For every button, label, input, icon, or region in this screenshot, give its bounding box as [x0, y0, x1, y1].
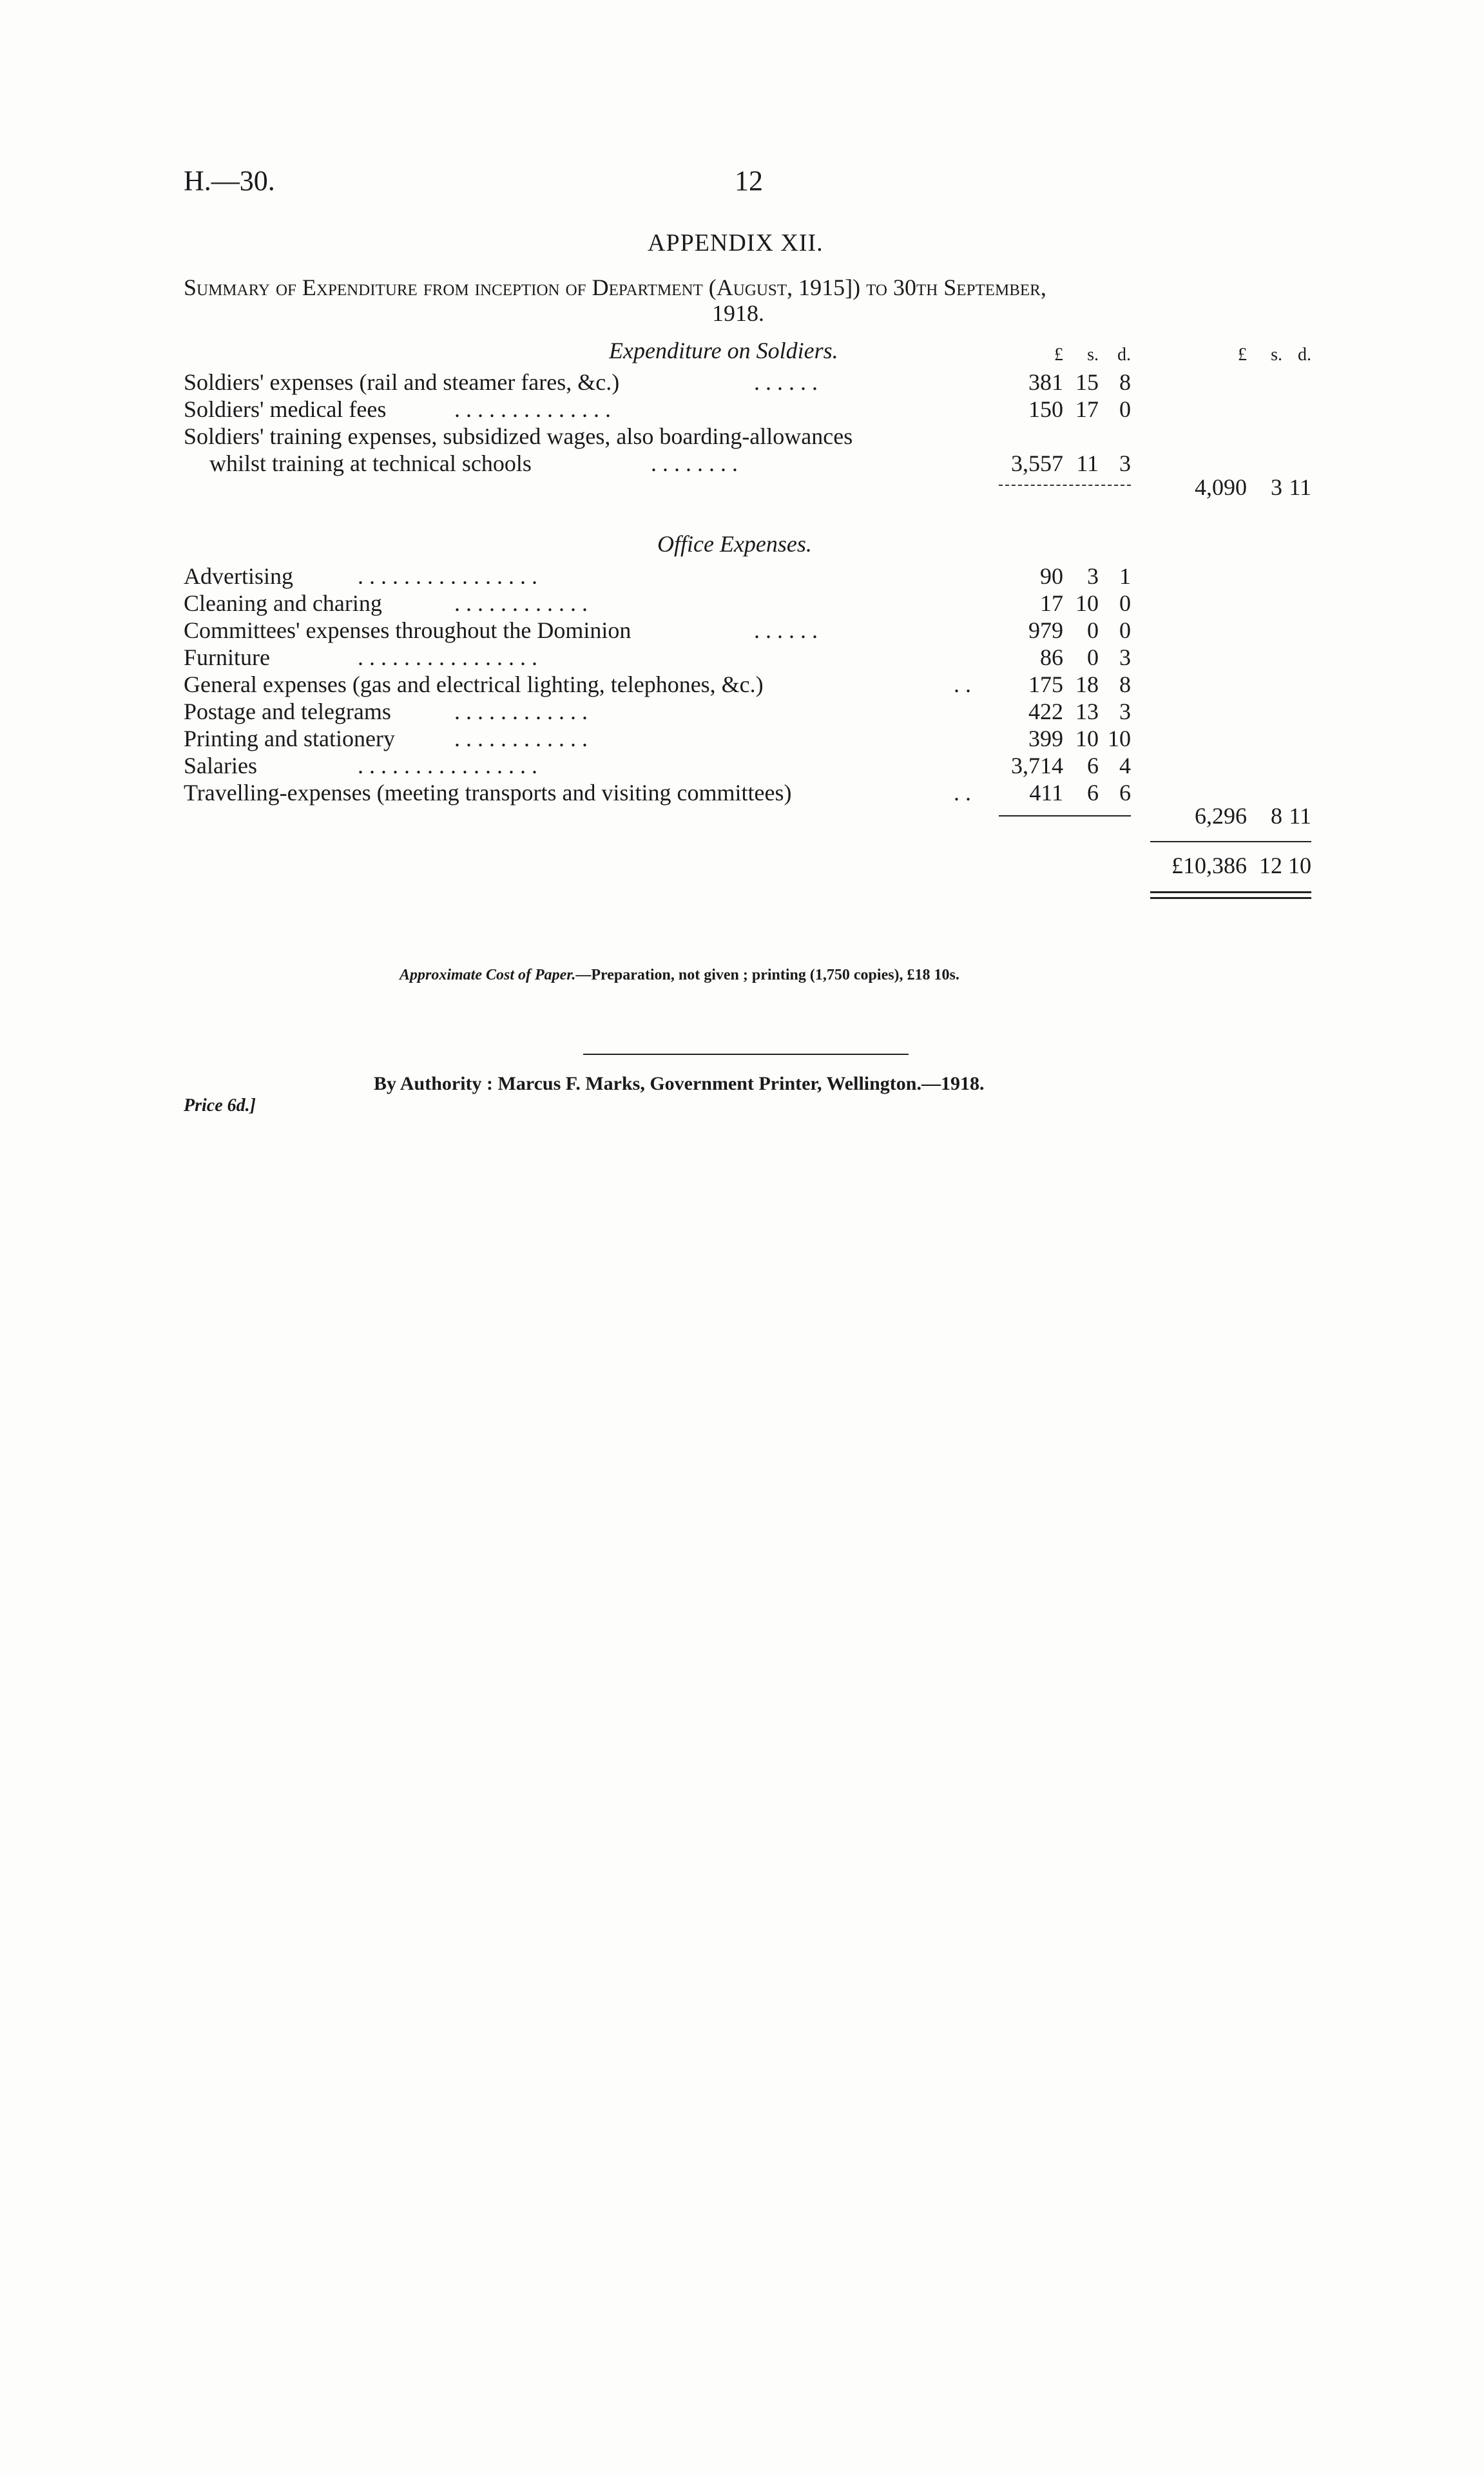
double-rule-top [1150, 891, 1311, 893]
row-label: Committees' expenses throughout the Dominion [184, 617, 631, 643]
total-shillings: 8 [1271, 803, 1282, 829]
pence-value: 3 [1119, 450, 1131, 476]
pence-value: 8 [1119, 369, 1131, 395]
shillings-value: 10 [1075, 590, 1099, 616]
pounds-value: 3,557 [1011, 450, 1063, 476]
pounds-value: 422 [1028, 699, 1063, 724]
row-label: Soldiers' medical fees [184, 396, 387, 422]
pounds-value: 3,714 [1011, 753, 1063, 778]
appendix-title: APPENDIX XII. [648, 229, 824, 256]
pounds-value: 979 [1028, 617, 1063, 643]
row-label: whilst training at technical schools [209, 450, 532, 476]
row-label: Travelling-expenses (meeting transports and visiting committees) [184, 780, 792, 806]
summary-title-line1: Summary of Expenditure from inception of Department (August, 1915]) to 30th September, [184, 275, 1046, 300]
price-note: Price 6d.] [184, 1096, 256, 1116]
approximate-cost-note [400, 967, 959, 984]
col-header-total-pence: d. [1298, 345, 1311, 365]
grand-total-shillings: 12 [1259, 853, 1282, 878]
double-rule-bottom [1150, 897, 1311, 899]
col-header-shillings: s. [1087, 345, 1099, 365]
leader-dots: . . . . . . . . . . . . [454, 590, 588, 616]
row-label: Soldiers' training expenses, subsidized wages, also boarding-allowances [184, 423, 853, 449]
shillings-value: 0 [1087, 644, 1099, 670]
shillings-value: 6 [1087, 780, 1099, 806]
approximate-cost-text: —Preparation, not given ; printing (1,750 copies), £18 10s. [575, 967, 959, 983]
subtotal-rule [999, 815, 1131, 817]
leader-dots: . . . . . . . . . . . . . . [454, 396, 611, 422]
pence-value: 1 [1119, 563, 1131, 589]
row-label: Salaries [184, 753, 257, 778]
leader-dots: . . . . . . [754, 617, 818, 643]
grand-total-pence: 10 [1288, 853, 1311, 878]
pence-value: 10 [1108, 726, 1131, 751]
pence-value: 3 [1119, 699, 1131, 724]
col-header-pence: d. [1117, 345, 1131, 365]
row-label: Advertising [184, 563, 293, 589]
row-label: Cleaning and charing [184, 590, 382, 616]
grand-total-pounds: £10,386 [1171, 853, 1247, 878]
pence-value: 0 [1119, 617, 1131, 643]
leader-dots: . . . . . . [754, 369, 818, 395]
col-header-total-shillings: s. [1271, 345, 1282, 365]
approximate-cost-label: Approximate Cost of Paper. [400, 967, 576, 983]
document-reference: H.—30. [184, 165, 275, 197]
pence-value: 0 [1119, 590, 1131, 616]
pounds-value: 86 [1040, 644, 1063, 670]
leader-dots: . . . . . . . . . . . . [454, 726, 588, 751]
leader-dots: . . [954, 780, 971, 806]
shillings-value: 17 [1075, 396, 1099, 422]
section-heading-office: Office Expenses. [657, 531, 812, 557]
printer-authority: By Authority : Marcus F. Marks, Government Printer, Wellington.—1918. [374, 1073, 985, 1094]
shillings-value: 11 [1076, 450, 1099, 476]
shillings-value: 0 [1087, 617, 1099, 643]
pounds-value: 175 [1028, 672, 1063, 697]
footer-divider [583, 1054, 909, 1055]
shillings-value: 3 [1087, 563, 1099, 589]
pounds-value: 411 [1029, 780, 1063, 806]
shillings-value: 15 [1075, 369, 1099, 395]
shillings-value: 10 [1075, 726, 1099, 751]
total-pence: 11 [1289, 474, 1311, 500]
row-label: Furniture [184, 644, 270, 670]
pence-value: 3 [1119, 644, 1131, 670]
leader-dots: . . . . . . . . . . . . . . . . [358, 563, 537, 589]
row-label: General expenses (gas and electrical lighting, telephones, &c.) [184, 672, 764, 697]
total-shillings: 3 [1271, 474, 1282, 500]
row-label: Printing and stationery [184, 726, 395, 751]
shillings-value: 18 [1075, 672, 1099, 697]
pence-value: 4 [1119, 753, 1131, 778]
pence-value: 8 [1119, 672, 1131, 697]
pence-value: 0 [1119, 396, 1131, 422]
row-label: Postage and telegrams [184, 699, 391, 724]
section-heading-soldiers: Expenditure on Soldiers. [609, 338, 838, 363]
leader-dots: . . . . . . . . . . . . . . . . [358, 644, 537, 670]
leader-dots: . . [954, 672, 971, 697]
total-pence: 11 [1289, 803, 1311, 829]
col-header-total-pounds: £ [1238, 345, 1247, 365]
leader-dots: . . . . . . . . [651, 450, 738, 476]
total-pounds: 6,296 [1195, 803, 1247, 829]
pounds-value: 150 [1028, 396, 1063, 422]
subtotal-rule [999, 485, 1131, 486]
summary-title-line2: 1918. [712, 300, 764, 326]
col-header-pounds: £ [1054, 345, 1063, 365]
total-pounds: 4,090 [1195, 474, 1247, 500]
pounds-value: 399 [1028, 726, 1063, 751]
pounds-value: 90 [1040, 563, 1063, 589]
pounds-value: 381 [1028, 369, 1063, 395]
shillings-value: 6 [1087, 753, 1099, 778]
total-rule [1150, 841, 1311, 842]
row-label: Soldiers' expenses (rail and steamer fares, &c.) [184, 369, 620, 395]
page-number: 12 [735, 165, 763, 197]
pounds-value: 17 [1040, 590, 1063, 616]
leader-dots: . . . . . . . . . . . . . . . . [358, 753, 537, 778]
shillings-value: 13 [1075, 699, 1099, 724]
leader-dots: . . . . . . . . . . . . [454, 699, 588, 724]
pence-value: 6 [1119, 780, 1131, 806]
